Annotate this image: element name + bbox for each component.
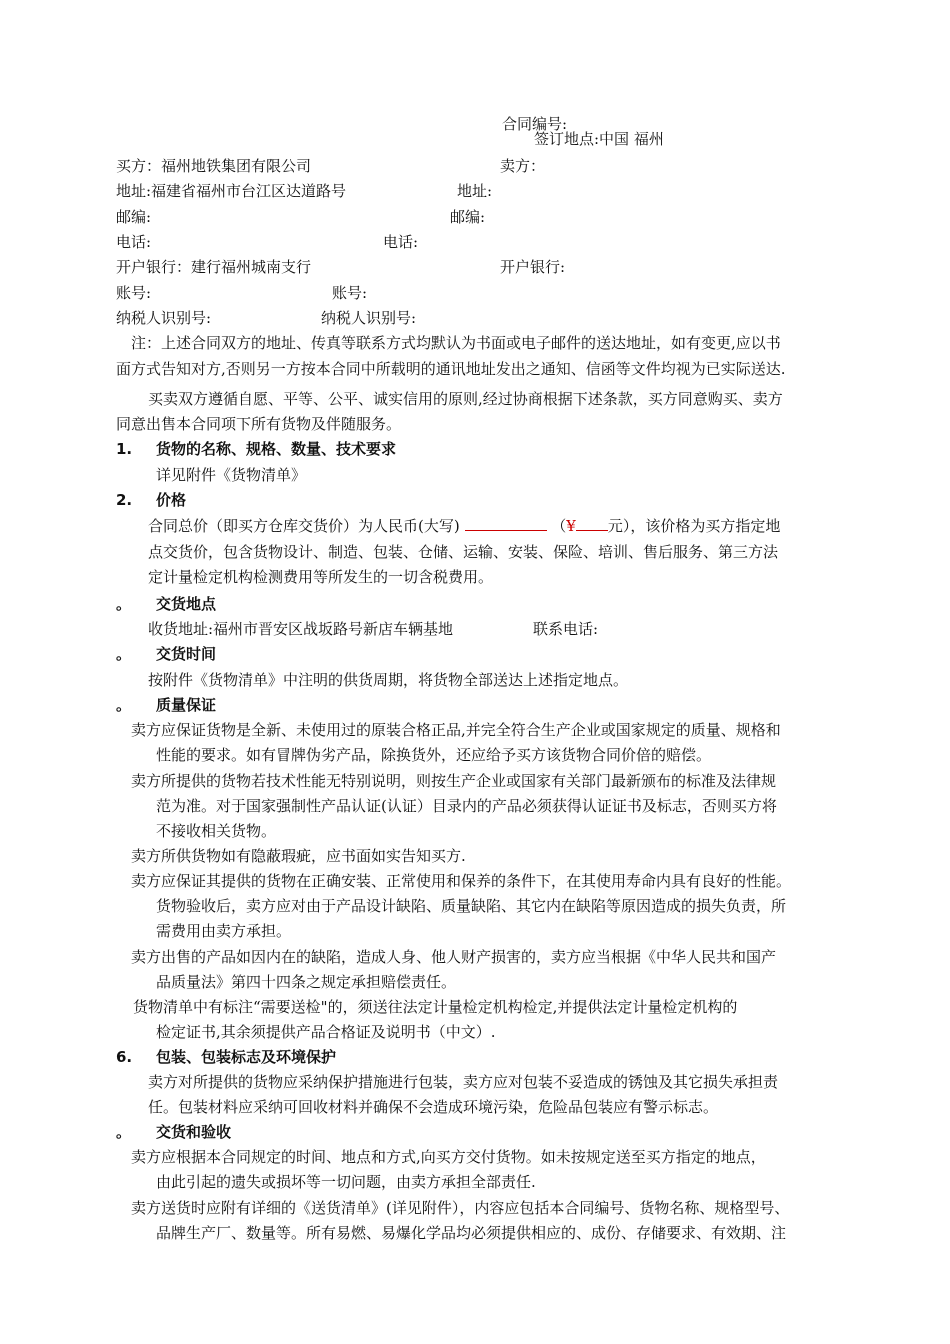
packaging-line-1: 卖方对所提供的货物应采纳保护措施进行包装，卖方应对包装不妥造成的锈蚀及其它损失承担责 — [148, 1073, 779, 1091]
quality-p2-line-2: 范为准。对于国家强制性产品认证(认证）目录内的产品必须获得认证证书及标志，否则买方将 — [156, 797, 777, 815]
buyer-tax-id: 纳税人识别号: — [116, 309, 212, 327]
quality-p6-line-1: 货物清单中有标注“需要送检"的，须送往法定计量检定机构检定,并提供法定计量检定机构的 — [133, 998, 738, 1016]
delivery-p2-line-1: 卖方送货时应附有详细的《送货清单》(详见附件），内容应包括本合同编号、货物名称、规格型号、 — [131, 1199, 790, 1217]
seller-bank: 开户银行: — [500, 258, 566, 276]
preamble-line-1: 买卖双方遵循自愿、平等、公平、诚实信用的原则,经过协商根据下述条款，买方同意购买、卖方 — [148, 390, 783, 408]
delivery-p1-line-2: 由此引起的遗失或损坏等一切问题，由卖方承担全部责任. — [156, 1173, 536, 1191]
section-1-title: 货物的名称、规格、数量、技术要求 — [156, 440, 397, 458]
quality-p4-line-2: 货物验收后，卖方应对由于产品设计缺陷、质量缺陷、其它内在缺陷等原因造成的损失负责，所 — [156, 897, 787, 915]
price-number-blank[interactable] — [576, 516, 608, 531]
quality-p1-line-1: 卖方应保证货物是全新、未使用过的原装合格正品,并完全符合生产企业或国家规定的质量、规格和 — [131, 721, 781, 739]
price-line-1 — [148, 514, 780, 539]
quality-p6-line-2: 检定证书,其余须提供产品合格证及说明书（中文）. — [156, 1023, 496, 1041]
section-4-title: 交货时间 — [156, 645, 217, 663]
buyer-account: 账号: — [116, 284, 152, 302]
delivery-address: 收货地址:福州市晋安区战坂路号新店车辆基地 — [148, 620, 454, 638]
section-7-title: 交货和验收 — [156, 1123, 232, 1141]
seller-address: 地址: — [457, 182, 493, 200]
section-5-number: 。 — [116, 696, 132, 714]
buyer-phone: 电话: — [116, 233, 152, 251]
seller-name: 卖方： — [500, 157, 546, 175]
section-7-number: 。 — [116, 1123, 132, 1141]
quality-p5-line-1: 卖方出售的产品如因内在的缺陷，造成人身、他人财产损害的，卖方应当根据《中华人民共和国产 — [131, 948, 777, 966]
delivery-phone: 联系电话: — [533, 620, 599, 638]
buyer-name: 买方：福州地铁集团有限公司 — [116, 157, 312, 175]
yen-symbol: ¥ — [566, 517, 576, 535]
section-3-title: 交货地点 — [156, 595, 217, 613]
quality-p2-line-1: 卖方所提供的货物若技术性能无特别说明，则按生产企业或国家有关部门最新颁布的标准及法律规 — [131, 772, 777, 790]
note-line-1: 注：上述合同双方的地址、传真等联系方式均默认为书面或电子邮件的送达地址，如有变更,应以书 — [131, 334, 781, 352]
contract-number-label: 合同编号: — [502, 115, 568, 133]
signing-place: 签订地点:中国 福州 — [534, 130, 664, 148]
quality-p1-line-2: 性能的要求。如有冒牌伪劣产品，除换货外，还应给予买方该货物合同价倍的赔偿。 — [156, 746, 712, 764]
section-2-number: 2. — [116, 491, 133, 509]
quality-p3: 卖方所供货物如有隐蔽瑕疵，应书面如实告知买方. — [131, 847, 466, 865]
packaging-line-2: 任。包装材料应采纳可回收材料并确保不会造成环境污染，危险品包装应有警示标志。 — [148, 1098, 719, 1116]
seller-tax-id: 纳税人识别号: — [321, 309, 417, 327]
price-paren-open: （ — [551, 517, 567, 535]
section-3-number: 。 — [116, 595, 132, 613]
price-amount-blank[interactable] — [465, 516, 547, 531]
seller-account: 账号: — [332, 284, 368, 302]
price-line-1-end: 元），该价格为买方指定地 — [607, 517, 781, 535]
section-1-number: 1. — [116, 440, 133, 458]
delivery-p1-line-1: 卖方应根据本合同规定的时间、地点和方式,向买方交付货物。如未按规定送至买方指定的地点， — [131, 1148, 766, 1166]
quality-p2-line-3: 不接收相关货物。 — [156, 822, 277, 840]
preamble-line-2: 同意出售本合同项下所有货物及伴随服务。 — [116, 415, 402, 433]
section-6-title: 包装、包装标志及环境保护 — [156, 1048, 337, 1066]
delivery-time-text: 按附件《货物清单》中注明的供货周期，将货物全部送达上述指定地点。 — [148, 671, 629, 689]
note-line-2: 面方式告知对方,否则另一方按本合同中所载明的通讯地址发出之通知、信函等文件均视为已实际送达. — [116, 360, 786, 378]
delivery-p2-line-2: 品牌生产厂、数量等。所有易燃、易爆化学品均必须提供相应的、成份、存储要求、有效期、注 — [156, 1224, 787, 1242]
section-2-title: 价格 — [156, 491, 187, 509]
section-6-number: 6. — [116, 1048, 133, 1066]
section-1-text: 详见附件《货物清单》 — [156, 466, 307, 484]
buyer-postcode: 邮编: — [116, 208, 152, 226]
quality-p5-line-2: 品质量法》第四十四条之规定承担赔偿责任。 — [156, 973, 457, 991]
section-5-title: 质量保证 — [156, 696, 217, 714]
quality-p4-line-1: 卖方应保证其提供的货物在正确安装、正常使用和保养的条件下，在其使用寿命内具有良好的性能。 — [131, 872, 792, 890]
buyer-bank: 开户银行：建行福州城南支行 — [116, 258, 312, 276]
quality-p4-line-3: 需费用由卖方承担。 — [156, 922, 292, 940]
seller-postcode: 邮编: — [450, 208, 486, 226]
buyer-address: 地址:福建省福州市台江区达道路号 — [116, 182, 347, 200]
price-line-1-start: 合同总价（即买方仓库交货价）为人民币(大写) — [148, 517, 460, 535]
seller-phone: 电话: — [383, 233, 419, 251]
price-line-2: 点交货价，包含货物设计、制造、包装、仓储、运输、安装、保险、培训、售后服务、第三方法 — [148, 543, 779, 561]
price-line-3: 定计量检定机构检测费用等所发生的一切含税费用。 — [148, 568, 494, 586]
section-4-number: 。 — [116, 645, 132, 663]
